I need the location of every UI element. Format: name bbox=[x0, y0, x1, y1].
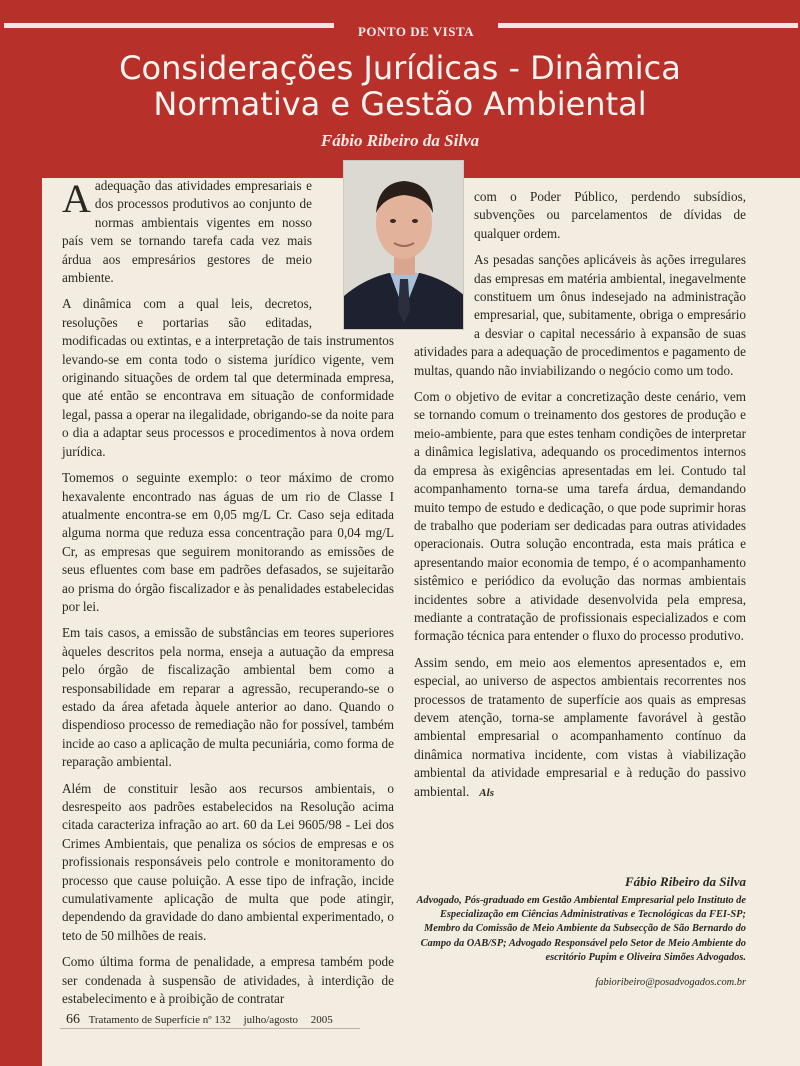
paragraph: Tomemos o seguinte exemplo: o teor máximo de cromo hexavalente encontrado nas águas de um rio de Classe I atualmente encontra-se em 0,05 mg/L Cr. Caso seja editada alguma norma que reduza essa concentração para 0,04 mg/L Cr, as empresas que seguirem monitorando as emissões de seus efluentes com base em padrões defasados, se sujeitarão ao prisma do órgão fiscalizador e às penalidades estabelecidas por lei. bbox=[62, 470, 394, 614]
author-block bbox=[414, 874, 746, 988]
paragraph: Assim sendo, em meio aos elementos apresentados e, em especial, ao universo de aspectos ambientais recorrentes nos processos de tratamento de superfície aos quais as empresas devem atenção, torna-se amplamente favorável à gestão ambiental empresarial o acompanhamento contínuo da dinâmica normativa incidente, com vistas à viabilização ambiental da atividade empresarial e à redução do passivo ambiental. Als bbox=[414, 654, 746, 799]
section-rule-right bbox=[498, 23, 798, 28]
paragraph: Como última forma de penalidade, a empresa também pode ser condenada à suspensão de atividades, à interdição de estabelecimento e à proibição de contratar bbox=[62, 954, 394, 1007]
photo-wrap-spacer bbox=[414, 188, 474, 338]
article-column-left bbox=[62, 177, 394, 1016]
section-label: PONTO DE VISTA bbox=[357, 24, 475, 39]
issue-period: julho/agosto bbox=[243, 1014, 299, 1026]
author-byline: Fábio Ribeiro da Silva bbox=[320, 131, 480, 150]
author-bio: Advogado, Pós-graduado em Gestão Ambiental Empresarial pelo Instituto de Especialização em Ciências Administrativas e Tecnológicas da FEI-SP; Membro da Comissão de Meio Ambiente da Subsecção de São Bernardo do Campo da OAB/SP; Advogado Responsável pelo Setor de Meio Ambiente do escritório Pupim e Oliveira Simões Advogados. bbox=[416, 895, 746, 963]
article-title bbox=[60, 50, 740, 122]
title-line-2: Normativa e Gestão Ambiental bbox=[153, 85, 647, 123]
page-number: 66 bbox=[66, 1012, 80, 1027]
section-rule-left bbox=[4, 23, 334, 28]
paragraph: com o Poder Público, perdendo subsídios, subvenções ou parcelamentos de dívidas de qualquer ordem. bbox=[474, 189, 746, 241]
issue-year: 2005 bbox=[310, 1014, 333, 1026]
left-red-strip bbox=[0, 178, 42, 1066]
paragraph: Além de constituir lesão aos recursos ambientais, o desrespeito aos padrões estabelecidos na Resolução acima citada caracteriza infração ao art. 60 da Lei 9605/98 - Lei dos Crimes Ambientais, que penaliza os sócios de empresas e os profissionais responsáveis pelo controle e monitoramento do processo que cause poluição. A esse tipo de infração, incide cumulativamente aplicação de multa que pode atingir, dependendo da gravidade do dano ambiental experimentado, o teto de 50 milhões de reais. bbox=[62, 780, 394, 943]
end-mark: Als bbox=[479, 786, 494, 799]
author-name: Fábio Ribeiro da Silva bbox=[625, 874, 746, 889]
photo-wrap-spacer bbox=[312, 177, 394, 329]
magazine-name: Tratamento de Superfície nº 132 bbox=[88, 1014, 231, 1026]
author-email: fabioribeiro@posadvogados.com.br bbox=[595, 977, 746, 989]
article-column-right bbox=[414, 188, 746, 810]
paragraph: A dinâmica com a qual leis, decretos, resoluções e portarias são editadas, modificadas ou extintas, e a interpretação de tais instrumentos levando-se em conta todo o sistema jurídico vigente, vem originando situações de ordem tal que determinada empresa, que até então se encontrava em situação de conformidade legal, passa a operar na ilegalidade, obrigando-se da noite para o dia a adaptar seus processos e procedimentos à nova ordem jurídica. bbox=[62, 296, 394, 459]
paragraph: Aadequação das atividades empresariais e dos processos produtivos ao conjunto de normas ambientais vigentes em nosso país vem se tornando tarefa cada vez mais árdua aos empresários gestores de meio ambiente. bbox=[62, 176, 312, 286]
drop-cap: A bbox=[62, 176, 91, 221]
paragraph: Com o objetivo de evitar a concretização deste cenário, vem se tornando comum o treinamento dos gestores de produção e meio-ambiente, para que estes tenham condições de interpretar a dinâmica legislativa, adequando os procedimentos internos da empresa às exigências apresentadas em lei. Contudo tal acompanhamento torna-se uma tarefa árdua, demandando muito tempo de estudo e dedicação, o que pode suprimir horas de trabalho que poderiam ser dedicadas para outras atividades operacionais. Outra solução encontrada, esta mais prática e apresentando maior economia de tempo, é o acompanhamento sistêmico e periódico da evolução das normas ambientais incidentes sobre a atividade desenvolvida pela empresa, mediante a contratação de profissionais especializados e com formação técnica para entender o fluxo do processo produtivo. bbox=[414, 389, 746, 644]
paragraph: As pesadas sanções aplicáveis às ações irregulares das empresas em matéria ambiental, inegavelmente constituem um ônus indesejado na administração empresarial, que, subitamente, obriga o empresário a desviar o capital necessário à expansão de suas atividades para a adequação de procedimentos e pagamento de multas, quando não inviabilizando o negócio como um todo. bbox=[414, 252, 746, 378]
footer-rule bbox=[60, 1028, 360, 1029]
paragraph: Em tais casos, a emissão de substâncias em teores superiores àqueles descritos pela norma, enseja a autuação da empresa pelo órgão de fiscalização ambiental bem como a responsabilidade em reparar a agressão, recuperando-se o estado da área afetada àquele anterior ao dano. Quando o dispendioso processo de remediação não for possível, também incide ao caso a aplicação de multa pecuniária, como forma de reparação ambiental. bbox=[62, 625, 394, 770]
title-line-1: Considerações Jurídicas - Dinâmica bbox=[119, 49, 681, 87]
page-footer bbox=[66, 1012, 343, 1028]
